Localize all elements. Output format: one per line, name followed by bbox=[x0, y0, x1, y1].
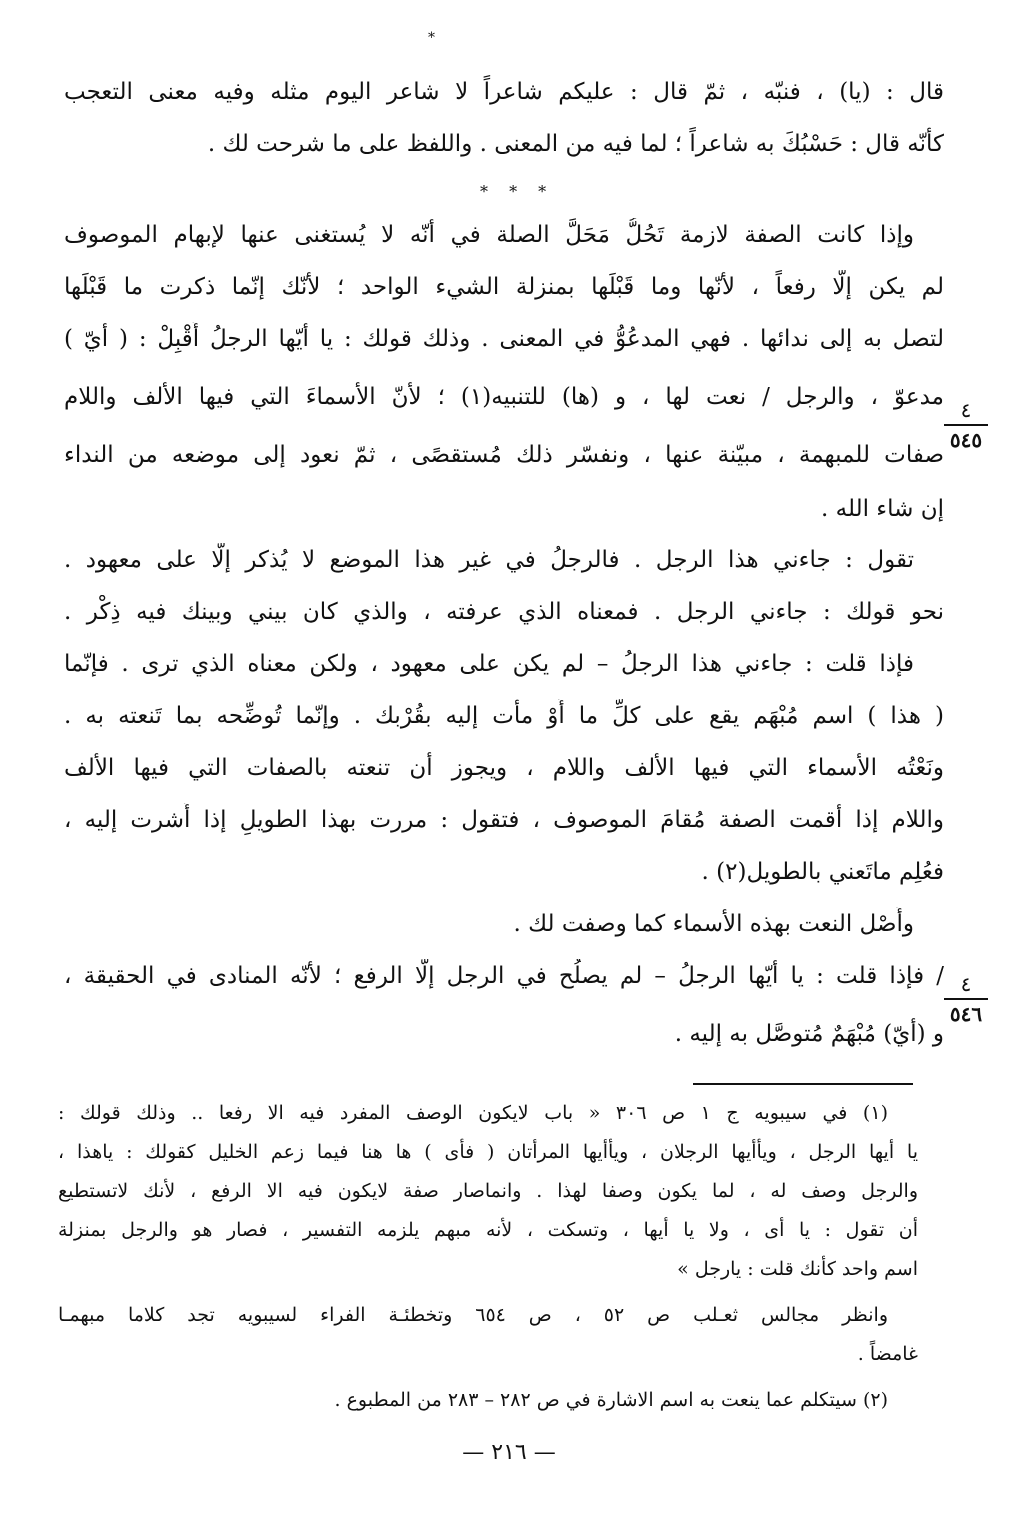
footnote-line: غامضاً . bbox=[857, 1343, 918, 1365]
text-line: قال : (يا) ، فنبّه ، ثمّ قال : عليكم شاعراً لا شاعر اليوم مثله وفيه معنى التعجب bbox=[64, 79, 944, 105]
ornament-asterisk: * bbox=[428, 30, 435, 46]
text-line: صفات للمبهمة ، مبيّنة عنها ، ونفسّر ذلك مُستقصًى ، ثمّ نعود إلى موضعه من النداء bbox=[64, 442, 944, 468]
text-line: و (أيّ) مُبْهَمٌ مُتوصَّل به إليه . bbox=[674, 1021, 944, 1047]
text-line: كأنّه قال : حَسْبُكَ به شاعراً ؛ لما فيه من المعنى . واللفظ على ما شرحت لك . bbox=[207, 131, 944, 157]
margin-page-reference bbox=[944, 398, 988, 452]
text-line: مدعوّ ، والرجل / نعت لها ، و (ها) للتنبيه(١) ؛ لأنّ الأسماءَ التي فيها الألف واللام bbox=[64, 384, 944, 410]
footnote-line: (٢) سيتكلم عما ينعت به اسم الاشارة في ص ٢٨٢ – ٢٨٣ من المطبوع . bbox=[334, 1389, 888, 1411]
text-line: نحو قولك : جاءني الرجل . فمعناه الذي عرفته ، والذي كان بيني وبينك فيه ذِكْر . bbox=[64, 599, 944, 625]
margin-page-number: ٥٤٦ bbox=[949, 1002, 983, 1026]
text-line: وأَصْل النعت بهذه الأسماء كما وصفت لك . bbox=[513, 911, 914, 937]
text-line: فعُلِم ماتَعني بالطويل(٢) . bbox=[701, 859, 944, 885]
text-line: لتصل به إلى ندائها . فهي المدعُوُّ في المعنى . وذلك قولك : يا أيّها الرجلُ أَقْبِلْ : ( أيّ ) bbox=[64, 326, 944, 352]
text-line: فإذا قلت : جاءني هذا الرجلُ – لم يكن على معهود ، ولكن معناه الذي ترى . فإنّما bbox=[64, 651, 914, 677]
text-line: ونَعْتُه الأسماء التي فيها الألف واللام ، ويجوز أن تنعته بالصفات التي فيها الألف bbox=[64, 755, 944, 781]
text-line: لم يكن إلّا رفعاً ، لأنّها وما قَبْلَها بمنزلة الشيء الواحد ؛ لأنّك إنّما ذكرت ما قَبْلَها bbox=[64, 274, 944, 300]
text-line: / فإذا قلت : يا أيّها الرجلُ – لم يصلُح في الرجل إلّا الرفع ؛ لأنّه المنادى في الحقيقة ، bbox=[64, 963, 944, 989]
text-line: ( هذا ) اسم مُبْهَم يقع على كلِّ ما أَوْ مأت إليه بقُرْبك . وإنّما تُوضِّحه بما تَنعته به . bbox=[64, 703, 944, 729]
margin-page-number: ٥٤٥ bbox=[949, 428, 983, 452]
text-line: واللام إذا أقمت الصفة مُقامَ الموصوف ، فتقول : مررت بهذا الطويلِ إذا أَشرت إليه ، bbox=[64, 807, 944, 833]
text-line: وإذا كانت الصفة لازمة تَحُلُّ مَحَلَّ الصلة في أنّه لا يُستغنى عنها لإبهام الموصوف bbox=[64, 222, 914, 248]
footnote-line: يا أيها الرجل ، ويأأيها الرجلان ، ويأأيها المرأتان ( فأى ) ها هنا فيما زعم الخليل كقولك : ياهذا ، bbox=[58, 1141, 918, 1163]
text-line: إن شاء الله . bbox=[821, 496, 944, 522]
footnote-line: والرجل وصف له ، لما يكون وصفا لهذا . وانماصار صفة لايكون فيه الا الرفع ، لأنك لاتستطيع bbox=[58, 1180, 918, 1202]
page-number: — ٢١٦ — bbox=[462, 1440, 556, 1465]
footnote-line: (١) في سيبويه ج ١ ص ٣٠٦ « باب لايكون الوصف المفرد فيه الا رفعا .. وذلك قولك : bbox=[58, 1102, 888, 1124]
section-separator: * * * bbox=[480, 182, 555, 201]
margin-volume-number: ٤ bbox=[944, 972, 988, 1000]
text-line: تقول : جاءني هذا الرجل . فالرجلُ في غير هذا الموضع لا يُذكر إلّا على معهود . bbox=[64, 547, 914, 573]
footnote-line: أن تقول : يا أى ، ولا يا أيها ، وتسكت ، لأنه مبهم يلزمه التفسير ، فصار هو والرجل بمنزلة bbox=[58, 1219, 918, 1241]
footnote-line: وانظر مجالس ثعـلب ص ٥٢ ، ص ٦٥٤ وتخطئـة الفراء لسيبويه تجد كلاما مبهمـا bbox=[58, 1304, 888, 1326]
margin-page-reference bbox=[944, 972, 988, 1026]
footnote-divider bbox=[693, 1083, 913, 1085]
margin-volume-number: ٤ bbox=[944, 398, 988, 426]
footnote-line: اسم واحد كأنك قلت : يارجل » bbox=[677, 1258, 918, 1280]
